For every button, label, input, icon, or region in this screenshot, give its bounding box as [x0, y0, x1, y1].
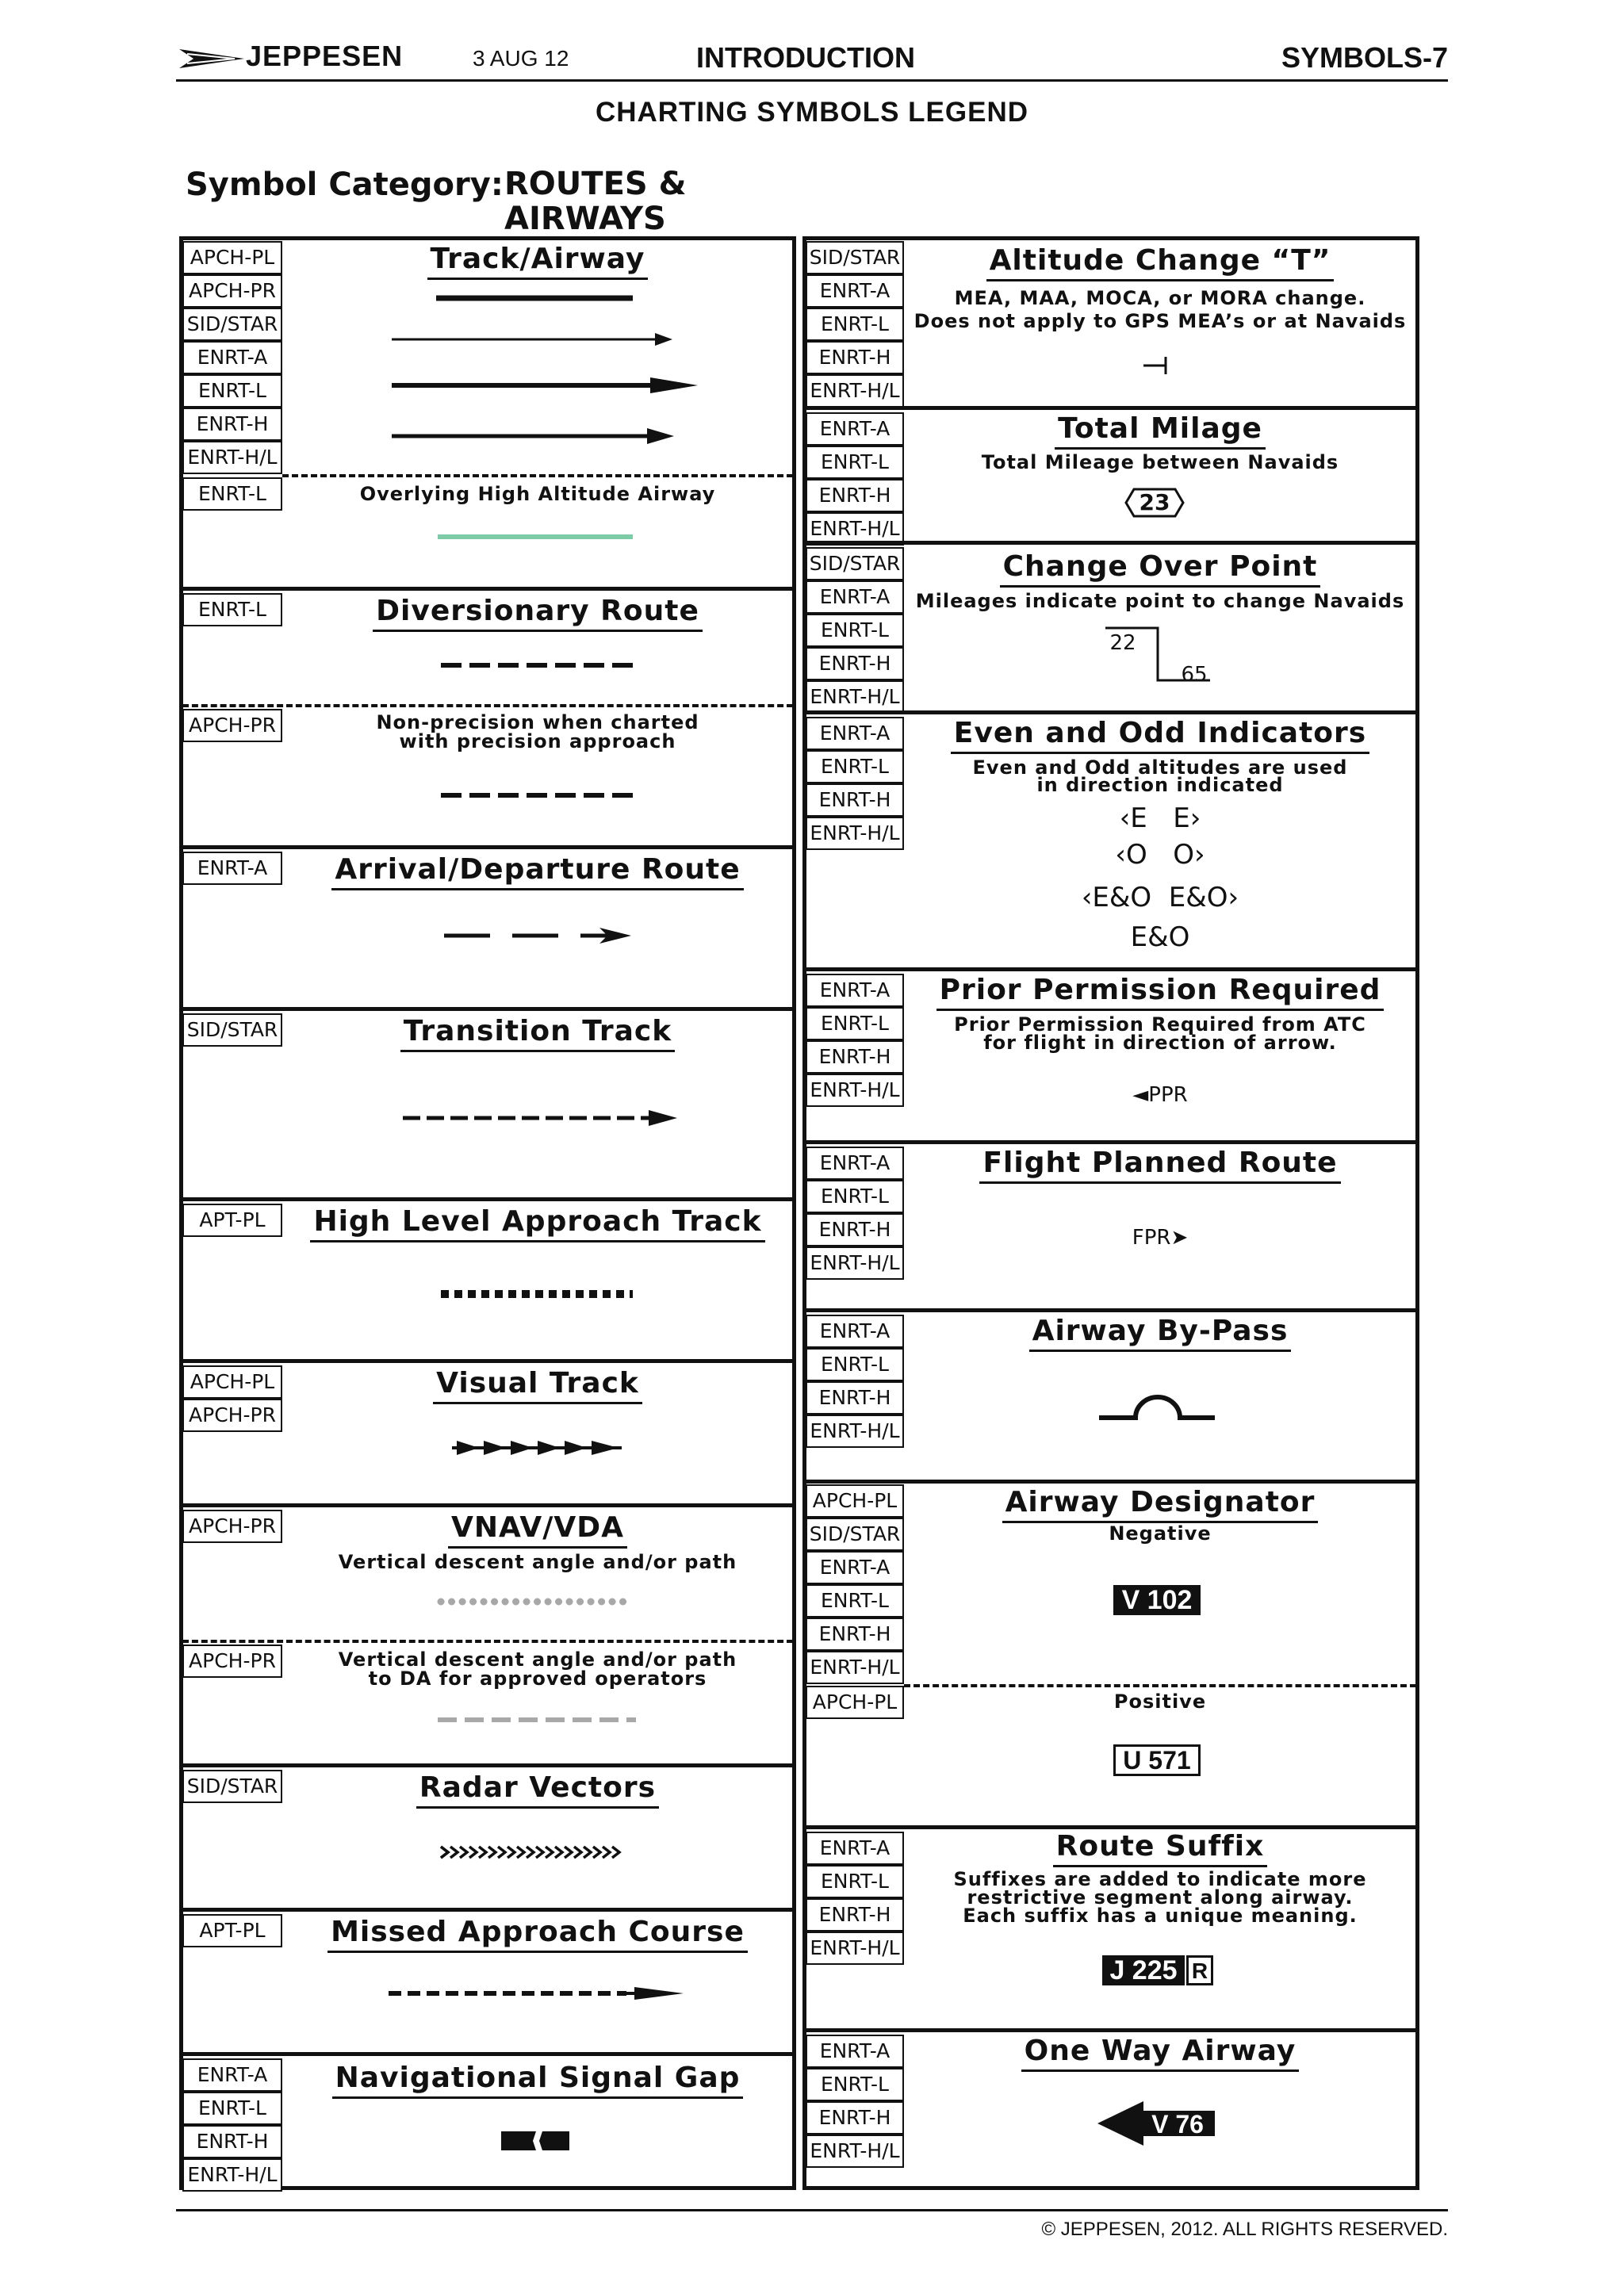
tag: ENRT-A	[806, 1147, 904, 1180]
tag: ENRT-L	[182, 2092, 282, 2125]
tag: APCH-PR	[182, 1644, 282, 1678]
jeppesen-logo-icon	[179, 48, 246, 71]
document-title: CHARTING SYMBOLS LEGEND	[595, 97, 1029, 128]
tag: ENRT-H	[806, 1213, 904, 1246]
transition-track-symbol	[403, 1108, 680, 1128]
non-precision-desc-line-2: with precision approach	[399, 730, 676, 752]
high-level-approach-track-symbol	[441, 1289, 639, 1299]
tag: ENRT-H	[806, 1618, 904, 1651]
tag: APCH-PR	[182, 709, 282, 742]
section-title-visual-track: Visual Track	[282, 1367, 793, 1399]
tag: APCH-PR	[182, 274, 282, 308]
header-rule	[176, 79, 1448, 82]
tag: SID/STAR	[182, 1770, 282, 1803]
section-title-one-way-airway: One Way Airway	[904, 2035, 1416, 2067]
section-title-total-milage: Total Milage	[904, 412, 1416, 445]
route-suffix-letter: R	[1186, 1955, 1213, 1985]
overlying-airway-symbol	[438, 534, 633, 539]
section-divider	[179, 1908, 796, 1912]
tag: ENRT-H	[806, 1381, 904, 1415]
section-title-route-suffix: Route Suffix	[904, 1830, 1416, 1863]
header-section: INTRODUCTION	[696, 41, 915, 74]
change-over-second-mileage: 65	[1181, 663, 1208, 687]
vda-desc-line-2: to DA for approved operators	[368, 1667, 707, 1690]
tag: APCH-PL	[182, 241, 282, 274]
section-divider-dashed	[904, 1684, 1416, 1687]
non-precision-desc-line-1: Non-precision when charted	[376, 711, 699, 733]
tag: APCH-PR	[182, 1399, 282, 1432]
tag: ENRT-H	[182, 408, 282, 441]
route-suffix-desc-line-1: Suffixes are added to indicate more	[953, 1868, 1367, 1890]
tag: ENRT-H	[806, 479, 904, 512]
designator-positive-label: Positive	[1113, 1690, 1207, 1713]
tag: ENRT-L	[806, 614, 904, 647]
section-title-even-odd-indicators: Even and Odd Indicators	[904, 717, 1416, 749]
section-divider	[802, 1140, 1419, 1144]
section-divider	[802, 1825, 1419, 1829]
tag: ENRT-L	[806, 1584, 904, 1618]
tag: ENRT-A	[806, 412, 904, 446]
track-airway-symbol	[389, 293, 706, 452]
tag: ENRT-L	[806, 2068, 904, 2101]
change-over-first-mileage: 22	[1109, 631, 1136, 655]
vda-dashed-symbol	[438, 1716, 636, 1724]
designator-negative-label: Negative	[1109, 1522, 1212, 1545]
category-value	[504, 167, 687, 236]
tag: ENRT-H/L	[806, 1932, 904, 1965]
tag: ENRT-H/L	[806, 374, 904, 408]
vnav-desc: Vertical descent angle and/or path	[338, 1551, 737, 1573]
prior-permission-desc-line-2: for flight in direction of arrow.	[983, 1032, 1337, 1054]
change-over-point-desc: Mileages indicate point to change Navaids	[915, 590, 1405, 612]
tag: ENRT-L	[806, 446, 904, 479]
tag: ENRT-A	[806, 580, 904, 614]
section-title-airway-bypass: Airway By-Pass	[904, 1315, 1416, 1347]
tag: ENRT-H/L	[182, 441, 282, 474]
footer-rule	[176, 2209, 1448, 2211]
tag: ENRT-H	[806, 647, 904, 680]
tag: ENRT-A	[182, 2058, 282, 2092]
section-divider	[179, 1007, 796, 1011]
header-page-id: SYMBOLS-7	[1281, 41, 1448, 74]
section-title-high-level-approach-track: High Level Approach Track	[282, 1205, 793, 1238]
tag: ENRT-L	[806, 1180, 904, 1213]
section-divider	[802, 1480, 1419, 1484]
category-value-line-1: ROUTES &	[504, 166, 687, 202]
section-title-change-over-point: Change Over Point	[904, 550, 1416, 583]
tag: APCH-PL	[806, 1686, 904, 1719]
tag: ENRT-H	[182, 2125, 282, 2158]
section-title-diversionary-route: Diversionary Route	[282, 595, 793, 627]
section-divider	[802, 1308, 1419, 1312]
even-odd-nondirectional-symbol: E&O	[1130, 921, 1190, 953]
tag: ENRT-H	[806, 783, 904, 817]
overlying-airway-desc: Overlying High Altitude Airway	[359, 483, 716, 505]
section-title-radar-vectors: Radar Vectors	[282, 1771, 793, 1804]
tag: ENRT-L	[806, 1007, 904, 1040]
section-title-arrival-departure-route: Arrival/Departure Route	[282, 853, 793, 886]
section-divider-dashed	[182, 704, 793, 707]
total-milage-desc: Total Mileage between Navaids	[981, 451, 1339, 473]
flight-planned-route-symbol: FPR➤	[1132, 1226, 1189, 1250]
section-divider	[802, 2028, 1419, 2032]
vnav-dotted-symbol	[438, 1597, 636, 1606]
section-title-track-airway: Track/Airway	[282, 243, 793, 275]
tag: ENRT-A	[806, 1315, 904, 1348]
altitude-change-desc-line-1: MEA, MAA, MOCA, or MORA change.	[954, 287, 1366, 309]
tag: ENRT-H	[806, 1898, 904, 1932]
section-divider-dashed	[182, 1640, 793, 1643]
section-divider-dashed	[282, 474, 793, 477]
tag: ENRT-H/L	[806, 2135, 904, 2168]
tag: APCH-PL	[806, 1484, 904, 1518]
tag: ENRT-L	[182, 477, 282, 511]
tag: ENRT-H/L	[182, 2158, 282, 2192]
navigational-signal-gap-symbol	[501, 2130, 573, 2152]
section-divider	[802, 406, 1419, 410]
section-title-navigational-signal-gap: Navigational Signal Gap	[282, 2062, 793, 2094]
tag: ENRT-L	[182, 593, 282, 626]
tag: APT-PL	[182, 1914, 282, 1947]
vda-desc-line-1: Vertical descent angle and/or path	[338, 1648, 737, 1671]
non-precision-route-symbol	[441, 791, 639, 799]
even-indicator-symbol: ‹E E›	[1119, 802, 1201, 834]
section-divider	[802, 710, 1419, 714]
even-odd-desc-line-1: Even and Odd altitudes are used	[972, 756, 1348, 779]
tag: ENRT-A	[806, 274, 904, 308]
tag: ENRT-H/L	[806, 817, 904, 850]
one-way-airway-label: V 76	[1151, 2110, 1204, 2138]
altitude-change-t-symbol	[1142, 354, 1174, 377]
tag: APCH-PL	[182, 1365, 282, 1399]
tag: ENRT-A	[806, 1832, 904, 1865]
section-divider	[179, 845, 796, 849]
visual-track-symbol	[452, 1438, 626, 1457]
brand-name: JEPPESEN	[246, 40, 404, 72]
section-title-prior-permission-required: Prior Permission Required	[904, 974, 1416, 1006]
tag: ENRT-A	[806, 717, 904, 750]
tag: ENRT-L	[806, 750, 904, 783]
route-suffix-badge: J 225	[1102, 1955, 1185, 1985]
header-date: 3 AUG 12	[473, 46, 569, 71]
tag: ENRT-H	[806, 341, 904, 374]
tag: ENRT-L	[806, 1865, 904, 1898]
airway-bypass-symbol	[1097, 1392, 1216, 1424]
prior-permission-desc-line-1: Prior Permission Required from ATC	[954, 1013, 1366, 1036]
route-suffix-desc-line-3: Each suffix has a unique meaning.	[963, 1905, 1358, 1927]
tag: APCH-PR	[182, 1510, 282, 1543]
route-suffix-desc-line-2: restrictive segment along airway.	[967, 1886, 1354, 1909]
missed-approach-course-symbol	[389, 1984, 690, 2003]
arrival-departure-route-symbol	[444, 926, 634, 945]
section-title-airway-designator: Airway Designator	[904, 1486, 1416, 1518]
diversionary-route-symbol	[441, 661, 639, 669]
tag: ENRT-H	[806, 1040, 904, 1074]
tag: ENRT-H/L	[806, 680, 904, 714]
total-milage-value: 23	[1139, 489, 1170, 515]
section-title-altitude-change: Altitude Change “T”	[904, 244, 1416, 277]
tag: SID/STAR	[806, 1518, 904, 1551]
tag: ENRT-L	[182, 374, 282, 408]
tag: ENRT-H/L	[806, 1651, 904, 1684]
section-divider	[802, 541, 1419, 545]
even-odd-indicator-symbol: ‹E&O E&O›	[1081, 882, 1239, 913]
tag: ENRT-H/L	[806, 1246, 904, 1280]
category-value-line-2: AIRWAYS	[504, 201, 666, 237]
section-divider	[179, 587, 796, 591]
designator-negative-badge: V 102	[1113, 1585, 1201, 1615]
altitude-change-desc-line-2: Does not apply to GPS MEA’s or at Navaids	[914, 310, 1407, 332]
tag: ENRT-A	[182, 852, 282, 885]
section-divider	[802, 967, 1419, 971]
prior-permission-symbol: ◄PPR	[1132, 1083, 1188, 1107]
even-odd-desc-line-2: in direction indicated	[1036, 774, 1284, 796]
section-divider	[179, 1197, 796, 1201]
tag: SID/STAR	[182, 308, 282, 341]
tag: SID/STAR	[806, 547, 904, 580]
section-title-vnav-vda: VNAV/VDA	[282, 1511, 793, 1544]
tag: ENRT-H/L	[806, 1074, 904, 1107]
odd-indicator-symbol: ‹O O›	[1115, 839, 1205, 871]
tag: ENRT-L	[806, 1348, 904, 1381]
section-divider	[179, 1763, 796, 1767]
section-title-flight-planned-route: Flight Planned Route	[904, 1147, 1416, 1179]
section-title-missed-approach-course: Missed Approach Course	[282, 1916, 793, 1948]
tag: SID/STAR	[806, 241, 904, 274]
section-divider	[179, 1359, 796, 1363]
section-divider	[179, 2052, 796, 2056]
tag: ENRT-A	[182, 341, 282, 374]
tag: ENRT-A	[806, 2035, 904, 2068]
category-label: Symbol Category:	[186, 167, 504, 203]
tag: ENRT-A	[806, 974, 904, 1007]
radar-vectors-symbol	[441, 1844, 631, 1860]
tag: SID/STAR	[182, 1013, 282, 1047]
tag: ENRT-H/L	[806, 1415, 904, 1448]
tag: ENRT-L	[806, 308, 904, 341]
section-divider	[179, 1503, 796, 1507]
tag: ENRT-A	[806, 1551, 904, 1584]
section-title-transition-track: Transition Track	[282, 1015, 793, 1047]
footer-copyright: © JEPPESEN, 2012. ALL RIGHTS RESERVED.	[1041, 2219, 1448, 2240]
tag: ENRT-H/L	[806, 512, 904, 546]
tag: ENRT-H	[806, 2101, 904, 2135]
tag: APT-PL	[182, 1204, 282, 1237]
designator-positive-badge: U 571	[1113, 1744, 1201, 1776]
